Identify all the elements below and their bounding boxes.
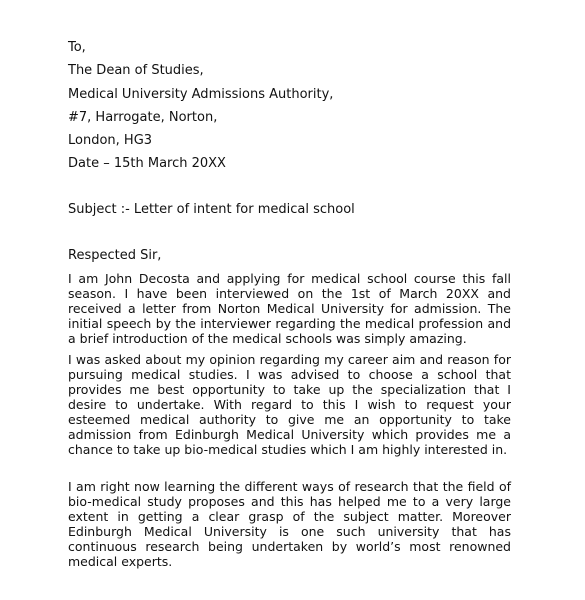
letter-subject: Subject :- Letter of intent for medical school <box>68 202 355 217</box>
address-street: #7, Harrogate, Norton, <box>68 110 218 125</box>
body-paragraph-3: I am right now learning the different ways of research that the field of bio-medical study proposes and this has helped me to a very large extent in getting a clear grasp of the subject matter. Moreover Edinburgh Medical University is one such university that has continuous research being undertaken by world’s most renowned medical experts. <box>68 479 511 569</box>
letter-salutation: Respected Sir, <box>68 248 162 263</box>
letter-date: Date – 15th March 20XX <box>68 156 226 171</box>
address-city: London, HG3 <box>68 133 153 148</box>
address-recipient-title: The Dean of Studies, <box>68 63 204 78</box>
address-organization: Medical University Admissions Authority, <box>68 87 334 102</box>
body-paragraph-1: I am John Decosta and applying for medical school course this fall season. I have been interviewed on the 1st of March 20XX and received a letter from Norton Medical University for admission. The initial speech by the interviewer regarding the medical profession and a brief introduction of the medical schools was simply amazing. <box>68 271 511 346</box>
body-paragraph-2: I was asked about my opinion regarding my career aim and reason for pursuing medical studies. I was advised to choose a school that provides me best opportunity to take up the specialization that I desire to undertake. With regard to this I wish to request your esteemed medical authority to give me an opportunity to take admission from Edinburgh Medical University which provides me a chance to take up bio-medical studies which I am highly interested in. <box>68 352 511 457</box>
address-to: To, <box>68 40 86 55</box>
